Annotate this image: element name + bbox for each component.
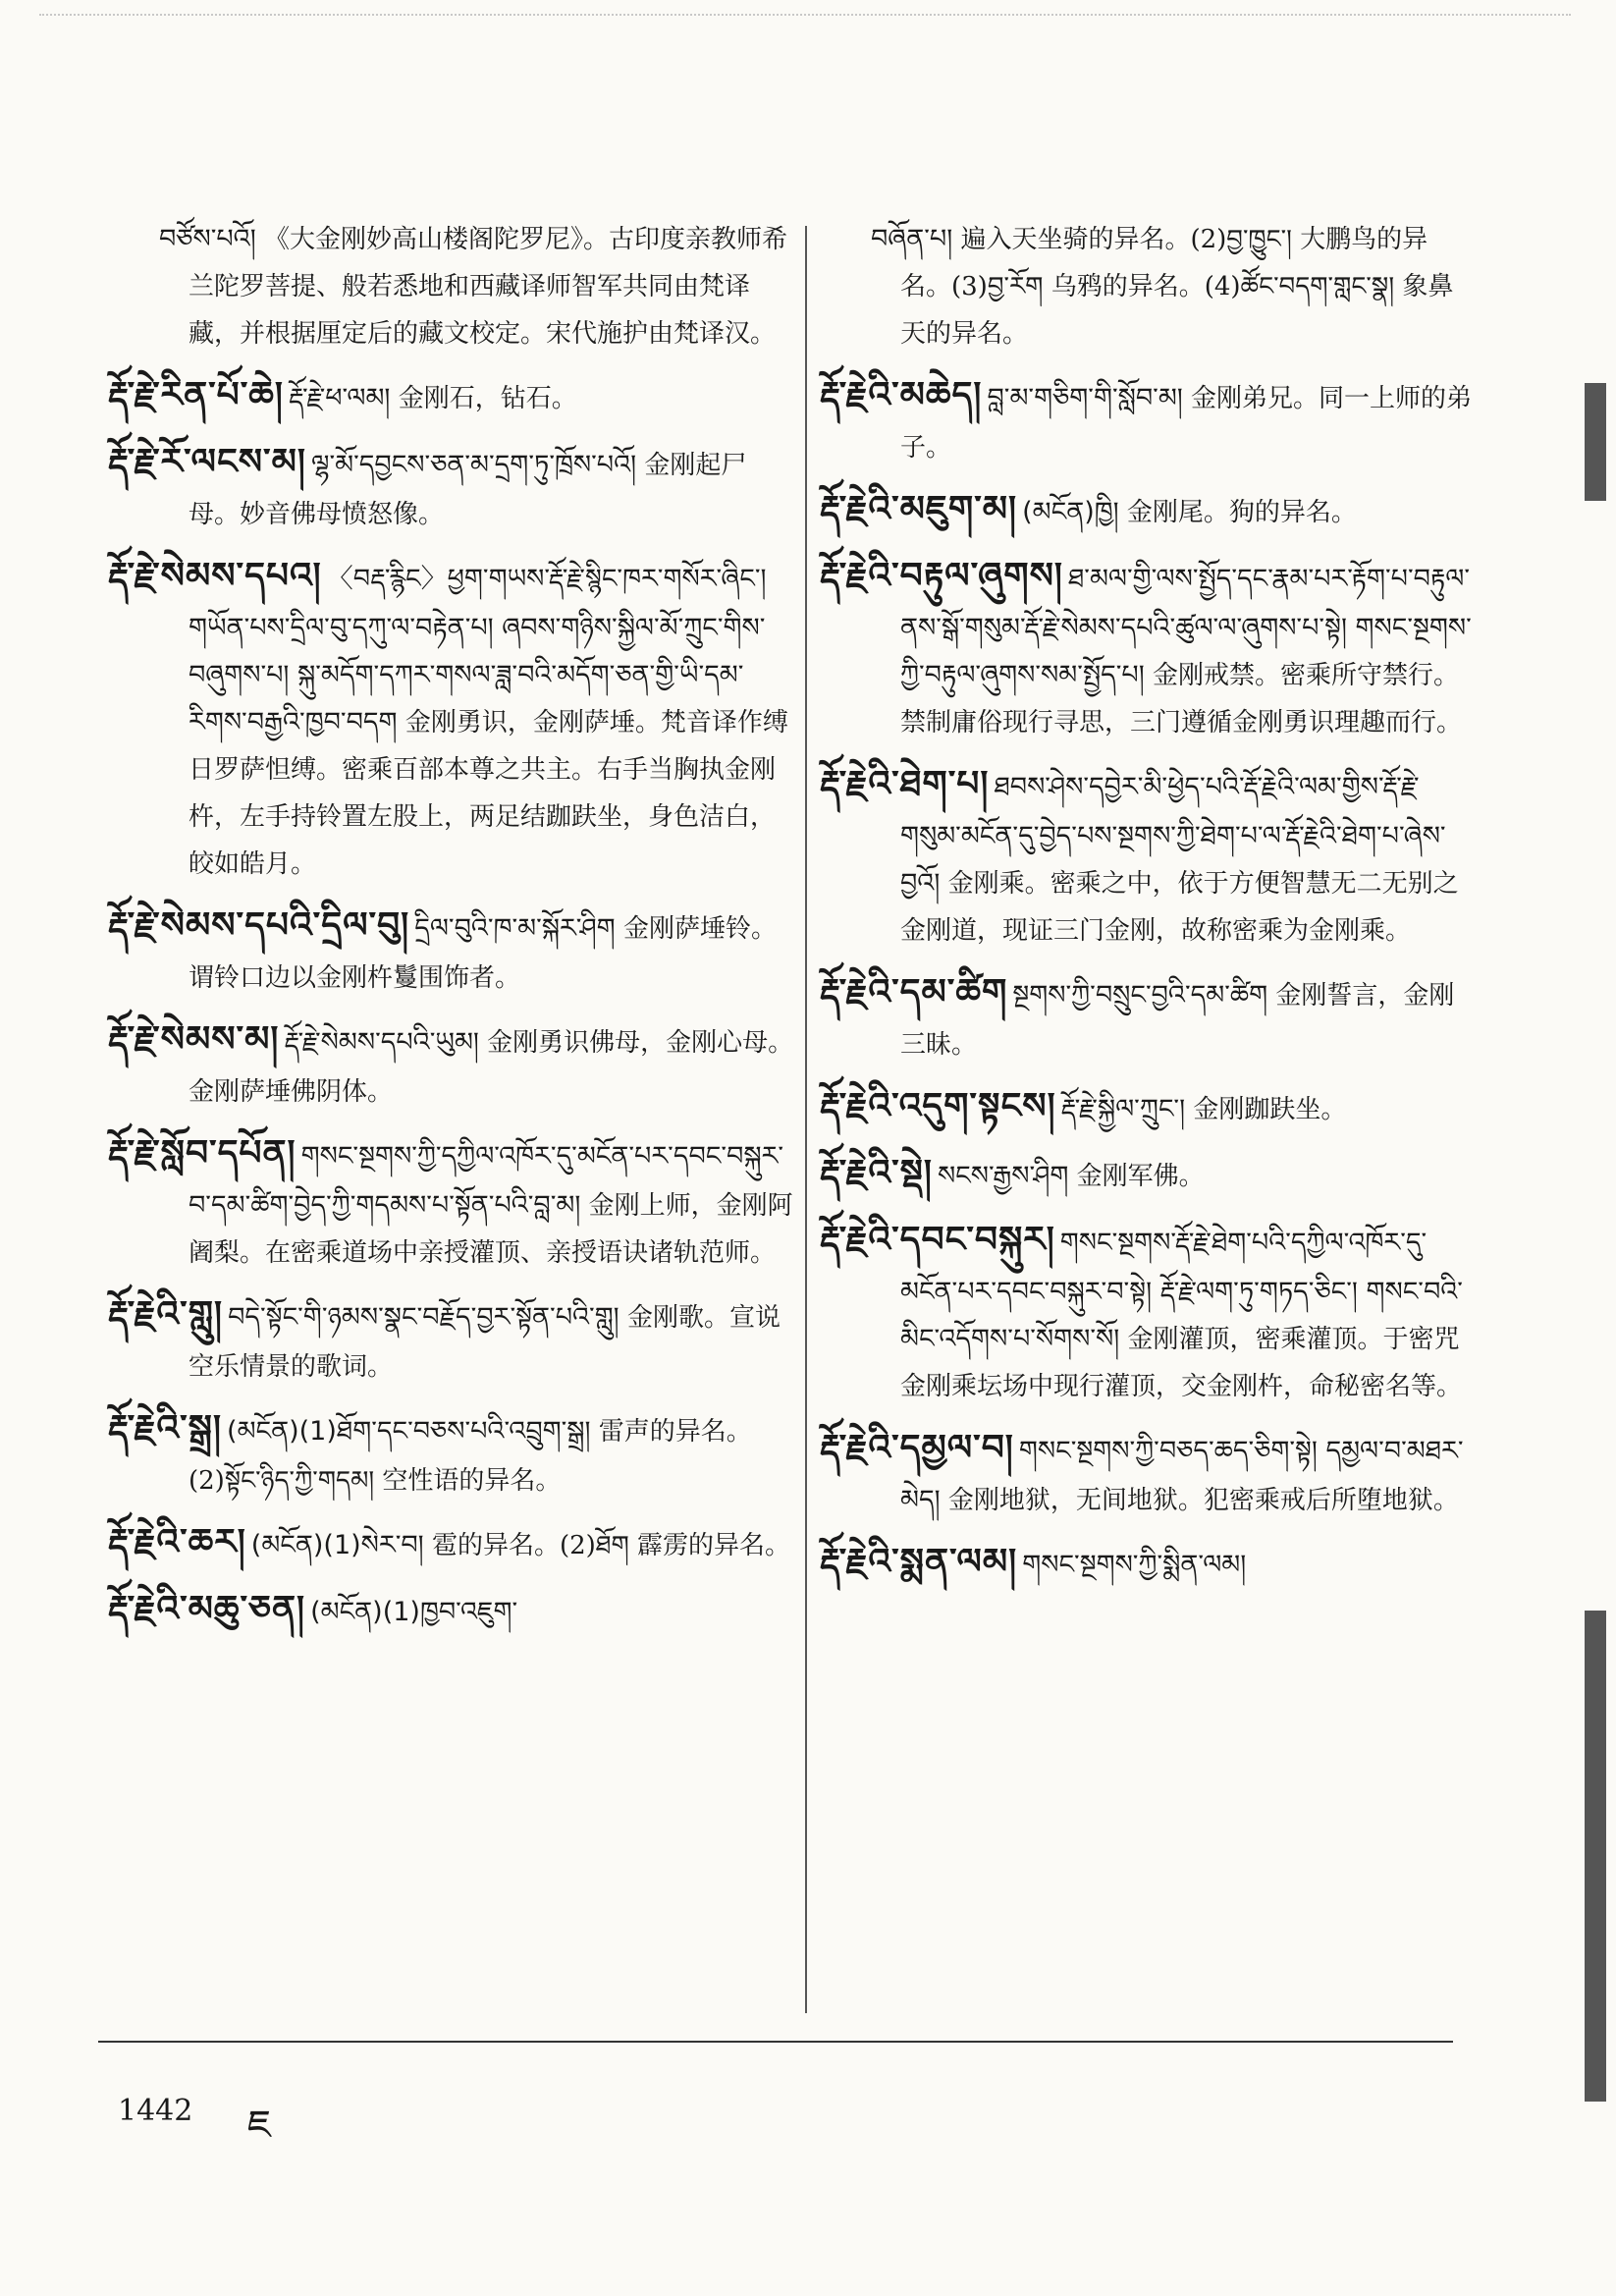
entry-chinese-definition: 金刚灌顶，密乘灌顶。于密咒金刚乘坛场中现行灌顶，交金刚杵，命秘密名等。	[900, 1325, 1463, 1401]
entry-tibetan-definition: སངས་རྒྱས་ཤིག	[937, 1161, 1069, 1191]
dictionary-entry	[108, 367, 795, 424]
entry-tibetan-definition: བཞོན་པ།	[871, 224, 953, 254]
left-column	[108, 216, 795, 1648]
entry-chinese-definition: 雹的异名。(2)ཐོག 霹雳的异名。	[431, 1531, 791, 1560]
entry-tibetan-definition: རྡོ་རྗེ་སྐྱིལ་ཀྲུང་།	[1060, 1094, 1186, 1124]
entry-chinese-definition: 金刚跏趺坐。	[1193, 1095, 1347, 1124]
entry-tibetan-definition: གསང་སྔགས་ཀྱི་སྨིན་ལམ།	[1022, 1550, 1247, 1580]
entry-tibetan-definition: ཐ་མལ་གྱི་ལས་སྤྱོད་དང་རྣམ་པར་རྟོག་པ་བརྟུལ་ནས་སྒོ་གསུམ་རྡོ་རྗེ་སེམས་དཔའི་ཚུལ་ལ་ཞུགས་པ་སྟེ། གསང་སྔགས་ཀྱི་བརྟུལ་ཞུགས་སམ་སྤྱོད་པ།	[900, 564, 1472, 690]
entry-headword: རྡོ་རྗེའི་དམྱལ་བ།	[820, 1428, 1014, 1468]
entry-tibetan-definition: བླ་མ་གཅིག་གི་སློབ་མ།	[987, 383, 1183, 413]
entry-tibetan-definition: (མངོན)ཁྱི།	[1022, 497, 1119, 527]
entry-headword: རྡོ་རྗེའི་མཇུག་མ།	[820, 489, 1018, 529]
entry-chinese-definition: 雷声的异名。(2)སྟོང་ཉིད་ཀྱི་གདམ། 空性语的异名。	[189, 1417, 752, 1496]
entry-headword: རྡོ་རྗེ་སེམས་དཔའི་དྲིལ་བུ།	[108, 905, 410, 946]
entry-chinese-definition: 金刚萨埵铃。谓铃口边以金刚杵鬘围饰者。	[189, 914, 777, 993]
dictionary-entry	[108, 1125, 795, 1277]
entry-tibetan-definition: རྡོ་རྗེ་ཕ་ལམ།	[289, 383, 391, 413]
dictionary-entry	[108, 1581, 795, 1638]
dictionary-entry	[108, 1400, 795, 1504]
entry-tibetan-definition: ལྷ་མོ་དབྱངས་ཅན་མ་དྲག་ཏུ་ཁྲོས་པའོ།	[310, 450, 637, 480]
entry-chinese-definition: 金刚军佛。	[1076, 1162, 1205, 1191]
dictionary-entry	[108, 1011, 795, 1116]
entry-chinese-definition: 金刚乘。密乘之中，依于方便智慧无二无别之金刚道，现证三门金刚，故称密乘为金刚乘。	[900, 869, 1459, 946]
entry-tibetan-definition: གསང་སྔགས་ཀྱི་བཅད་ཆད་ཅིག་སྟེ། དམྱལ་བ་མཐར་མེད།	[900, 1436, 1464, 1515]
entry-chinese-definition: 金刚勇识佛母，金刚心母。金刚萨埵佛阴体。	[189, 1028, 794, 1107]
dictionary-entry	[108, 434, 795, 538]
dictionary-entry	[820, 964, 1473, 1068]
entry-headword: རྡོ་རྗེ་སློབ་དཔོན།	[108, 1133, 296, 1174]
page-edge-marks	[1577, 39, 1616, 2288]
entry-tibetan-definition: གསང་སྔགས་ཀྱི་དཀྱིལ་འཁོར་དུ་མངོན་པར་དབང་བསྐུར་བ་དམ་ཚིག་བྱེད་ཀྱི་གདམས་པ་སྟོན་པའི་བླ་མ།	[189, 1141, 784, 1221]
entry-chinese-definition: 金刚尾。狗的异名。	[1126, 498, 1357, 527]
dictionary-entry	[820, 548, 1473, 746]
footer-rule	[98, 2041, 1453, 2043]
entry-headword: རྡོ་རྗེའི་ཆར།	[108, 1522, 246, 1562]
entry-tibetan-definition: (མངོན)(1)སེར་བ།	[250, 1530, 424, 1560]
dictionary-entry	[820, 1078, 1473, 1135]
entry-chinese-definition: 《大金刚妙高山楼阁陀罗尼》。古印度亲教师希兰陀罗菩提、般若悉地和西藏译师智军共同由梵译藏，并根据厘定后的藏文校定。宋代施护由梵译汉。	[189, 225, 787, 349]
dictionary-entry	[820, 367, 1473, 471]
entry-chinese-definition: 金刚石，钻石。	[398, 384, 577, 413]
entry-headword: རྡོ་རྗེའི་སྨན་ལམ།	[820, 1542, 1018, 1582]
dictionary-entry	[108, 1286, 795, 1391]
entry-chinese-definition: 金刚弟兄。同一上师的弟子。	[900, 384, 1473, 463]
entry-headword: རྡོ་རྗེའི་ཐེག་པ།	[820, 764, 990, 804]
entry-chinese-definition: 金刚上师，金刚阿阇梨。在密乘道场中亲授灌顶、亲授语诀诸轨范师。	[189, 1191, 793, 1268]
dictionary-entry	[108, 548, 795, 888]
column-divider	[805, 226, 807, 2013]
entry-tibetan-definition: ཐབས་ཤེས་དབྱེར་མི་ཕྱེད་པའི་རྡོ་རྗེའི་ལམ་གྱིས་རྡོ་རྗེ་གསུམ་མངོན་དུ་བྱེད་པས་སྔགས་ཀྱི་ཐེག་པ་ལ་རྡོ་རྗེའི་ཐེག་པ་ཞེས་བྱའོ།	[900, 772, 1446, 899]
entry-headword: རྡོ་རྗེ་རོ་ལངས་མ།	[108, 442, 306, 482]
entry-chinese-definition: 金刚勇识，金刚萨埵。梵音译作缚日罗萨怛缚。密乘百部本尊之共主。右手当胸执金刚杵，左手持铃置左股上，两足结跏趺坐，身色洁白，皎如皓月。	[189, 708, 788, 879]
dictionary-entry	[108, 216, 795, 357]
entry-headword: རྡོ་རྗེའི་འདུག་སྟངས།	[820, 1086, 1056, 1126]
entry-headword: རྡོ་རྗེ་སེམས་དཔའ།	[108, 556, 322, 596]
entry-tibetan-definition: སྔགས་ཀྱི་བསྲུང་བྱའི་དམ་ཚིག	[1012, 980, 1268, 1011]
entry-chinese-definition: 金刚誓言，金刚三昧。	[900, 981, 1455, 1060]
entry-chinese-definition: 金刚地狱，无间地狱。犯密乘戒后所堕地狱。	[947, 1486, 1459, 1515]
dictionary-entry	[820, 756, 1473, 955]
dictionary-entry	[820, 1145, 1473, 1202]
entry-headword: རྡོ་རྗེ་སེམས་མ།	[108, 1019, 280, 1060]
entry-chinese-definition: 遍入天坐骑的异名。(2)བྱ་ཁྱུང་། 大鹏鸟的异名。(3)བྱ་རོག 乌鸦的异名。(4)ཚོང་བདག་གླང་སྣ། 象鼻天的异名。	[900, 225, 1454, 349]
dictionary-entry	[820, 1420, 1473, 1524]
entry-tibetan-definition: (མངོན)(1)ཁྱབ་འཇུག་	[310, 1597, 518, 1627]
entry-headword: རྡོ་རྗེའི་དམ་ཚིག	[820, 972, 1008, 1012]
dictionary-entry	[820, 216, 1473, 357]
dictionary-entry	[820, 481, 1473, 538]
entry-tibetan-definition: གསང་སྔགས་རྡོ་རྗེ་ཐེག་པའི་དཀྱིལ་འཁོར་དུ་མངོན་པར་དབང་བསྐུར་བ་སྟེ། རྡོ་རྗེ་ལག་ཏུ་གཏད་ཅིང་། གསང་བའི་མིང་འདོགས་པ་སོགས་སོ།	[900, 1228, 1463, 1354]
entry-tibetan-definition: 〈བརྡ་རྙིང〉ཕྱག་གཡས་རྡོ་རྗེ་སྙིང་ཁར་གསོར་ཞིང་། གཡོན་པས་དྲིལ་བུ་དཀུ་ལ་བརྟེན་པ། ཞབས་གཉིས་སྐྱིལ་མོ་ཀྲུང་གིས་བཞུགས་པ། སྐུ་མདོག་དཀར་གསལ་ཟླ་བའི་མདོག་ཅན་གྱི་ཡི་དམ་རིགས་བརྒྱའི་ཁྱབ་བདག	[189, 564, 767, 738]
entry-tibetan-definition: (མངོན)(1)ཐོག་དང་བཅས་པའི་འབྲུག་སྒྲ།	[227, 1416, 591, 1447]
dictionary-entry	[108, 1514, 795, 1571]
page-number: 1442	[118, 2094, 193, 2128]
entry-tibetan-definition: བདེ་སྟོང་གི་ཉམས་སྣང་བརྗོད་བྱར་སྟོན་པའི་གླུ།	[228, 1302, 619, 1333]
right-column	[820, 216, 1473, 1601]
entry-headword: རྡོ་རྗེའི་སྒྲ།	[108, 1408, 222, 1449]
top-dotted-rule	[39, 14, 1571, 16]
entry-chinese-definition: 金刚歌。宣说空乐情景的歌词。	[189, 1303, 781, 1382]
entry-headword: རྡོ་རྗེའི་མཆེད།	[820, 375, 983, 415]
entry-chinese-definition: 金刚戒禁。密乘所守禁行。禁制庸俗现行寻思，三门遵循金刚勇识理趣而行。	[900, 661, 1463, 738]
entry-headword: རྡོ་རྗེ་རིན་པོ་ཆེ།	[108, 375, 284, 415]
entry-tibetan-definition: དྲིལ་བུའི་ཁ་མ་སྐོར་ཤིག	[414, 913, 616, 944]
section-letter: ཇ	[247, 2103, 272, 2148]
entry-tibetan-definition: རྡོ་རྗེ་སེམས་དཔའི་ཡུམ།	[284, 1027, 479, 1058]
entry-chinese-definition: 金刚起尸母。妙音佛母愤怒像。	[189, 451, 747, 529]
entry-headword: རྡོ་རྗེའི་མཆུ་ཅན།	[108, 1589, 306, 1629]
dictionary-entry	[108, 898, 795, 1002]
dictionary-entry	[820, 1212, 1473, 1410]
entry-headword: རྡོ་རྗེའི་དབང་བསྐུར།	[820, 1220, 1055, 1260]
entry-headword: རྡོ་རྗེའི་སྡེ།	[820, 1153, 933, 1193]
entry-headword: རྡོ་རྗེའི་གླུ།	[108, 1294, 223, 1335]
entry-headword: རྡོ་རྗེའི་བརྟུལ་ཞུགས།	[820, 556, 1063, 596]
entry-tibetan-definition: བཙོས་པའོ།	[159, 224, 256, 254]
dictionary-entry	[820, 1534, 1473, 1591]
